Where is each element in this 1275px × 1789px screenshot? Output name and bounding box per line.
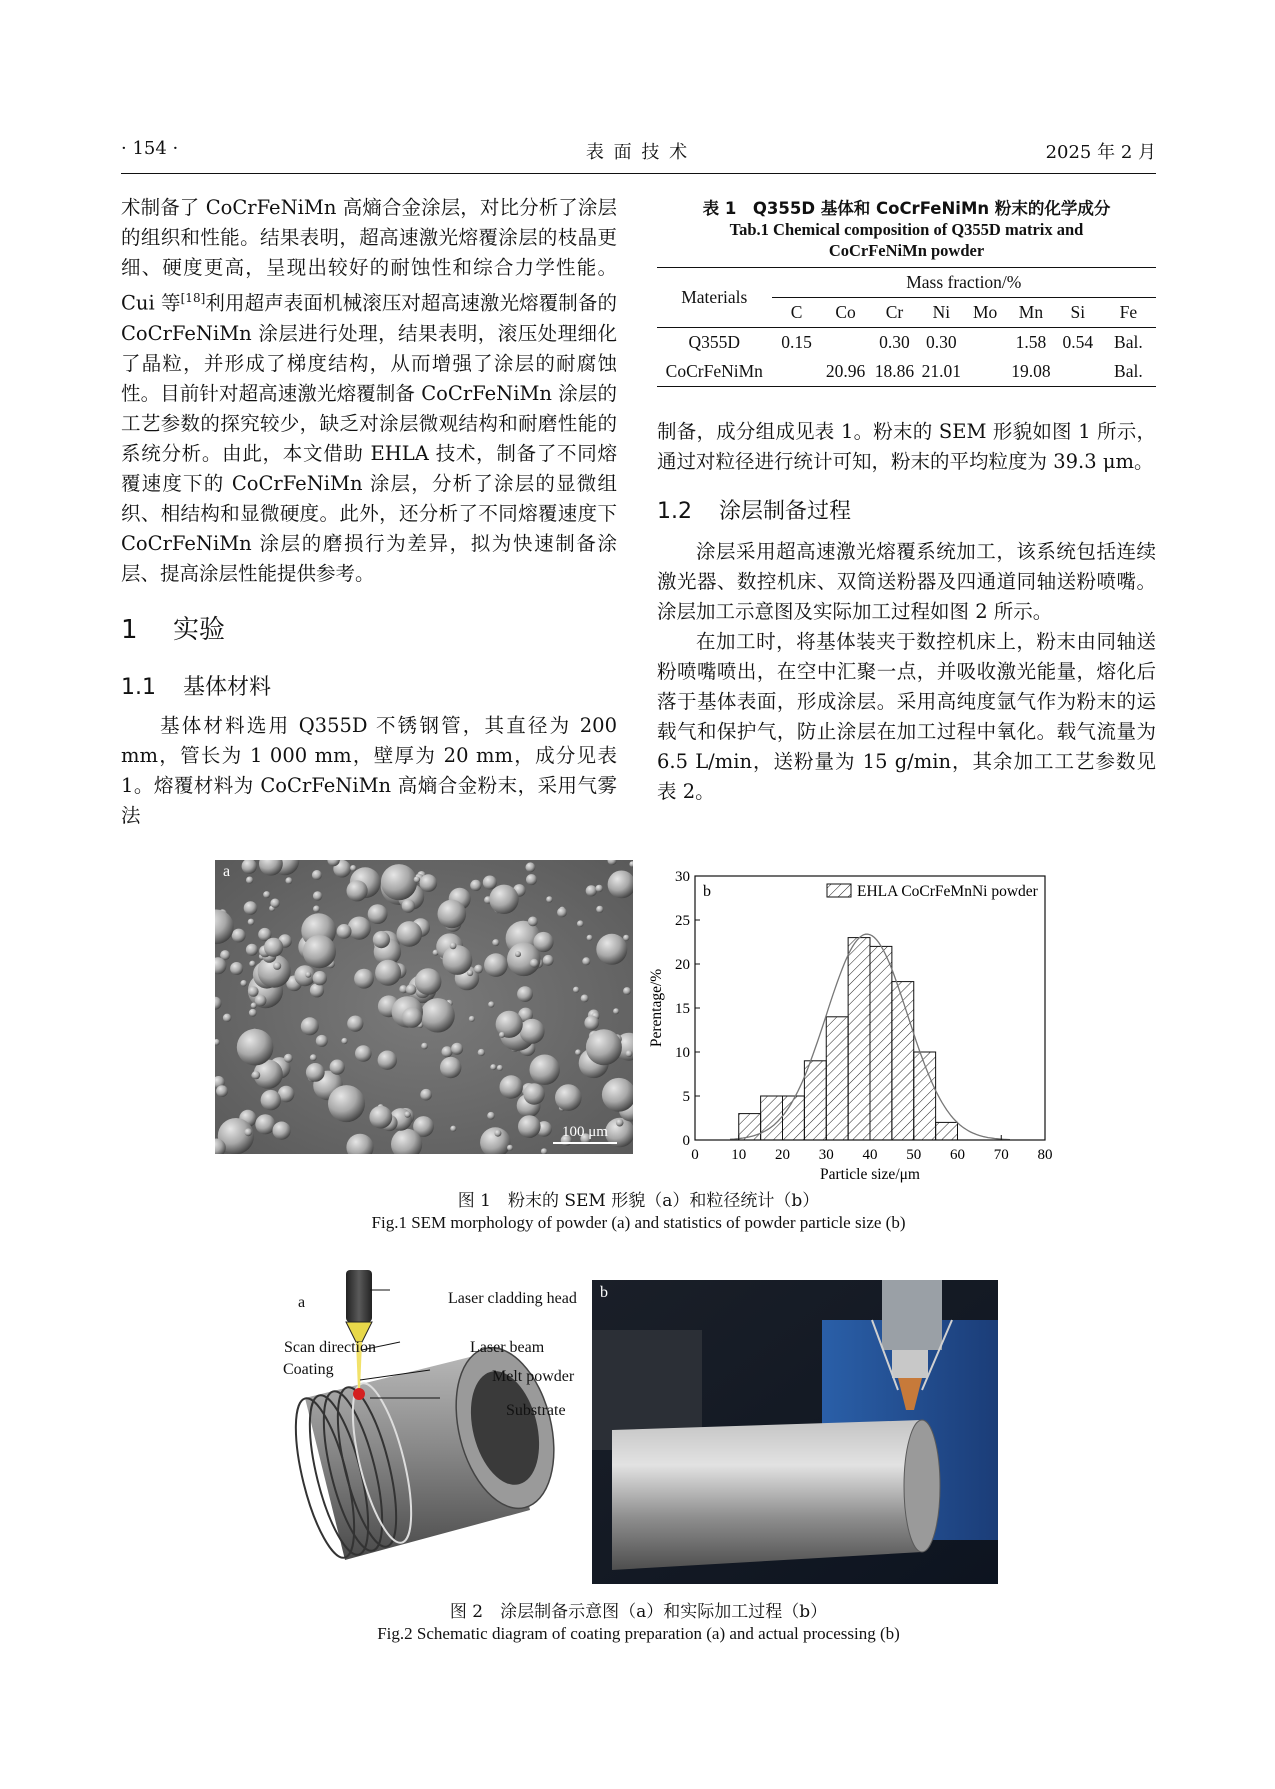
powder-particle	[337, 924, 352, 939]
process-detail-paragraph: 在加工时，将基体装夹于数控机床上，粉末由同轴送粉喷嘴喷出，在空中汇聚一点，并吸收激光能量，熔化后落于基体表面，形成涂层。采用高纯度氩气作为粉末的运载气和保护气，防止涂层在加工过程中氧化。载气流量为 6.5 L/min，送粉量为 15 g/min，其余加工工艺参数见表 2。	[657, 630, 1156, 803]
table-cell: 21.01	[921, 361, 962, 381]
sem-image	[215, 860, 633, 1154]
powder-particle	[451, 1043, 463, 1055]
x-tick-label: 80	[1037, 1147, 1053, 1163]
powder-particle	[263, 891, 270, 898]
right-column	[657, 417, 1156, 807]
processing-photo-render	[592, 1280, 998, 1584]
powder-particle	[474, 965, 483, 974]
y-tick-label: 20	[675, 957, 690, 973]
journal-title: 表 面 技 术	[585, 142, 690, 163]
powder-particle	[438, 900, 467, 929]
x-axis-label: Particle size/μm	[820, 1166, 920, 1183]
cladding-head	[882, 1280, 942, 1350]
element-header: Mn	[1018, 302, 1044, 322]
powder-particle	[497, 1065, 503, 1071]
powder-particle	[616, 1119, 624, 1127]
legend-label: EHLA CoCrFeMnNi powder	[857, 883, 1038, 900]
powder-particle	[255, 1114, 275, 1134]
materials-header: Materials	[681, 287, 748, 307]
powder-particle	[520, 1019, 545, 1044]
scale-bar	[553, 1124, 617, 1144]
powder-particle	[273, 962, 281, 970]
powder-particle	[577, 920, 584, 927]
melt-pool	[353, 1388, 365, 1400]
powder-particle	[523, 1083, 544, 1104]
table-cell: 0.30	[879, 332, 910, 352]
scale-bar-line	[553, 1142, 617, 1144]
process-paragraph: 涂层采用超高速激光熔覆系统加工，该系统包括连续激光器、数控机床、双筒送粉器及四通道同轴送粉喷嘴。涂层加工示意图及实际加工过程如图 2 所示。	[657, 540, 1156, 623]
powder-particle	[402, 899, 415, 912]
element-header: Ni	[932, 302, 951, 322]
particle-size-chart	[645, 862, 1075, 1187]
coating-schematic	[290, 1270, 590, 1575]
powder-particle	[546, 896, 552, 902]
section-heading-1-1: 1.1 基体材料	[121, 674, 272, 700]
powder-particle	[249, 961, 255, 967]
powder-particle	[355, 1045, 372, 1062]
powder-particle	[420, 1089, 432, 1101]
powder-particle	[316, 1035, 328, 1047]
powder-particle	[586, 885, 597, 896]
x-tick-label: 30	[818, 1147, 834, 1163]
label-laser-head: Laser cladding head	[448, 1290, 577, 1307]
powder-particle	[248, 919, 255, 926]
x-tick-label: 70	[993, 1147, 1009, 1163]
y-tick-label: 0	[682, 1133, 690, 1149]
table-cell	[963, 328, 1007, 358]
table-1-block	[657, 198, 1156, 387]
histogram-bar	[892, 982, 914, 1140]
powder-particle	[555, 1084, 582, 1111]
intro-paragraph: 术制备了 CoCrFeNiMn 高熵合金涂层，对比分析了涂层的组织和性能。结果表明，超高速激光熔覆涂层的枝晶更细、硬度更高，呈现出较好的耐蚀性和综合力学性能。Cui 等[18]利用超声表面机械滚压对超高速激光熔覆制备的 CoCrFeNiMn 涂层进行处理，结果表明，滚压处理细化了晶粒，并形成了梯度结构，从而增强了涂层的耐腐蚀性。目前针对超高速激光熔覆制备 CoCrFeNiMn 涂层的工艺参数的探究较少，缺乏对涂层微观结构和耐磨性能的系统分析。由此，本文借助 EHLA 技术，制备了不同熔覆速度下的 CoCrFeNiMn 涂层，分析了涂层的显微组织、相结构和显微硬度。此外，还分析了不同熔覆速度下 CoCrFeNiMn 涂层的磨损行为差异，拟为快速制备涂层、提高涂层性能提供参考。	[121, 196, 617, 585]
x-tick-label: 60	[950, 1147, 965, 1163]
powder-particle	[528, 917, 538, 927]
powder-particle	[270, 899, 279, 908]
left-column	[121, 193, 617, 831]
powder-particle	[375, 960, 401, 986]
powder-particle	[450, 1126, 456, 1132]
powder-particle	[515, 951, 521, 957]
chemical-composition-table	[657, 267, 1156, 387]
powder-particle	[499, 1032, 505, 1038]
x-tick-label: 10	[731, 1147, 747, 1163]
mass-fraction-header: Mass fraction/%	[772, 268, 1156, 298]
x-tick-label: 0	[691, 1147, 699, 1163]
powder-particle	[310, 1054, 317, 1061]
powder-particle	[404, 1111, 410, 1117]
powder-particle	[518, 1115, 541, 1138]
powder-particle	[584, 1016, 599, 1031]
fig2-panel-a-label: a	[298, 1294, 306, 1311]
section-heading-1-2: 1.2 涂层制备过程	[657, 499, 852, 524]
powder-particle	[420, 998, 454, 1032]
steel-pipe	[612, 1420, 922, 1570]
powder-particle	[573, 987, 579, 993]
powder-particle	[284, 1054, 293, 1063]
powder-particle	[368, 904, 388, 924]
powder-particle	[450, 942, 457, 949]
page-number: · 154 ·	[121, 138, 179, 159]
table-cell: 20.96	[825, 361, 866, 381]
powder-particle	[582, 957, 590, 965]
label-coating: Coating	[283, 1361, 334, 1378]
powder-particle	[244, 901, 258, 915]
histogram-bar	[870, 946, 892, 1140]
element-header: Fe	[1119, 302, 1138, 322]
powder-particle	[489, 885, 518, 914]
powder-particle	[305, 972, 311, 978]
powder-particle	[373, 931, 390, 948]
x-tick-label: 50	[906, 1147, 922, 1163]
powder-particle	[420, 874, 438, 892]
powder-particle	[232, 929, 246, 943]
powder-particle	[330, 1060, 345, 1075]
powder-particle	[241, 980, 247, 986]
table-cell	[963, 357, 1007, 387]
table-cell: 18.86	[874, 361, 915, 381]
powder-particle	[381, 864, 417, 900]
powder-particle	[303, 935, 336, 968]
y-tick-label: 30	[675, 869, 690, 885]
scale-bar-label: 100 μm	[562, 1124, 608, 1140]
table-caption-en-2: CoCrFeNiMn powder	[828, 241, 985, 260]
powder-particle	[273, 1122, 291, 1140]
y-tick-label: 15	[675, 1001, 690, 1017]
fig2-caption-en: Fig.2 Schematic diagram of coating preparation (a) and actual processing (b)	[377, 1624, 900, 1643]
table-cell: 1.58	[1015, 332, 1047, 352]
powder-particle	[237, 1029, 274, 1066]
powder-particle	[500, 1075, 523, 1098]
powder-particle	[313, 891, 322, 900]
powder-particle	[483, 876, 497, 890]
substrate-paragraph: 基体材料选用 Q355D 不锈钢管，其直径为 200 mm，管长为 1 000 mm，壁厚为 20 mm，成分见表 1。熔覆材料为 CoCrFeNiMn 高熵合金粉末，采用气雾法	[121, 713, 617, 827]
powder-particle	[530, 1055, 560, 1085]
powder-particle	[467, 970, 473, 976]
powder-particle	[406, 984, 417, 995]
powder-particle	[251, 1003, 257, 1009]
legend-swatch	[827, 884, 851, 897]
powder-particle	[378, 1051, 397, 1070]
fig2-caption-cn: 图 2 涂层制备示意图（a）和实际加工过程（b）	[449, 1602, 828, 1622]
powder-particle	[487, 1112, 495, 1120]
powder-particle	[249, 1009, 257, 1017]
head-housing	[892, 1350, 928, 1378]
label-substrate: Substrate	[506, 1402, 566, 1419]
powder-particle	[248, 986, 259, 997]
label-laser-beam: Laser beam	[470, 1339, 545, 1356]
histogram-bar	[936, 1122, 958, 1140]
powder-particle	[596, 906, 603, 913]
powder-particle	[596, 934, 627, 965]
powder-particle	[313, 906, 320, 913]
powder-particle	[402, 1007, 423, 1028]
x-tick-label: 40	[862, 1147, 878, 1163]
powder-particle	[492, 939, 499, 946]
section-heading-1: 1 实验	[121, 614, 226, 645]
powder-particle	[581, 995, 589, 1003]
pipe-end	[904, 1420, 940, 1552]
powder-particle	[443, 945, 473, 975]
table-cell: Bal.	[1114, 332, 1143, 352]
issue-date: 2025 年 2 月	[1045, 142, 1156, 163]
powder-particle	[526, 874, 537, 885]
fig1-panel-b-label: b	[703, 883, 711, 900]
powder-particle	[623, 987, 631, 995]
table-cell	[1055, 357, 1101, 387]
powder-particle	[469, 1016, 475, 1022]
material-name: CoCrFeNiMn	[665, 361, 763, 381]
powder-particle	[530, 959, 539, 968]
powder-particle	[494, 1130, 501, 1137]
powder-particle	[341, 1038, 347, 1044]
powder-particle	[244, 1128, 252, 1136]
table-caption-en-1: Tab.1 Chemical composition of Q355D matrix and	[729, 220, 1084, 239]
powder-particle	[301, 1017, 319, 1035]
powder-particle	[264, 938, 283, 957]
header-rule	[121, 173, 1156, 174]
powder-particle	[623, 935, 629, 941]
powder-particle	[306, 1063, 325, 1082]
powder-particle	[216, 1085, 228, 1097]
powder-particle	[517, 986, 533, 1002]
label-melt-powder: Melt powder	[492, 1368, 575, 1385]
powder-particle	[286, 877, 293, 884]
element-header: Co	[835, 302, 856, 322]
table-cell: 19.08	[1011, 361, 1051, 381]
powder-particle	[575, 1049, 581, 1055]
powder-particle	[313, 971, 327, 985]
fig1-panel-a-label: a	[223, 863, 231, 880]
element-header: C	[790, 302, 803, 322]
powder-particle	[397, 921, 423, 947]
powder-particle	[414, 876, 420, 882]
powder-particle	[252, 1071, 260, 1079]
element-header: Si	[1070, 302, 1086, 322]
table-cell	[772, 357, 822, 387]
powder-particle	[348, 917, 371, 940]
fig2-panel-b-label: b	[600, 1284, 608, 1301]
fig1-caption-cn: 图 1 粉末的 SEM 形貌（a）和粒径统计（b）	[457, 1191, 820, 1211]
processing-photo	[592, 1280, 998, 1584]
powder-particle	[261, 1090, 281, 1110]
powder-particle	[415, 968, 442, 995]
table-cell: 0.30	[926, 332, 957, 352]
laser-head	[346, 1270, 372, 1322]
powder-paragraph: 制备，成分组成见表 1。粉末的 SEM 形貌如图 1 所示，通过对粒径进行统计可知，粉末的平均粒度为 39.3 μm。	[657, 420, 1156, 473]
y-tick-label: 25	[675, 913, 690, 929]
histogram-bar	[783, 1096, 805, 1140]
powder-particle	[526, 862, 536, 872]
powder-particle	[347, 880, 368, 901]
powder-particle	[557, 908, 567, 918]
powder-particle	[223, 1014, 231, 1022]
powder-particle	[626, 1050, 633, 1057]
powder-particle	[533, 932, 553, 952]
powder-particle	[294, 965, 315, 986]
powder-particle	[613, 1008, 619, 1014]
powder-particle	[440, 1057, 461, 1078]
table-cell: 0.15	[781, 332, 812, 352]
powder-particle	[478, 1049, 485, 1056]
powder-particle	[507, 1145, 513, 1151]
powder-particle	[470, 880, 481, 891]
y-tick-label: 10	[675, 1045, 690, 1061]
y-tick-label: 5	[682, 1089, 690, 1105]
histogram-bar	[804, 1061, 826, 1140]
powder-particle	[587, 935, 593, 941]
citation-ref: [18]	[180, 291, 206, 305]
powder-particle	[354, 969, 374, 989]
powder-particle	[310, 983, 324, 997]
table-caption-cn: 表 1 Q355D 基体和 CoCrFeNiMn 粉末的化学成分	[702, 199, 1111, 218]
sem-particles	[215, 860, 633, 1154]
powder-particle	[312, 870, 322, 880]
powder-particle	[586, 1029, 622, 1065]
label-scan-direction: Scan direction	[284, 1339, 376, 1356]
powder-particle	[484, 953, 508, 977]
fig1-caption-en: Fig.1 SEM morphology of powder (a) and statistics of powder particle size (b)	[371, 1213, 906, 1232]
y-axis-label: Perentage/%	[648, 968, 665, 1048]
powder-particle	[230, 962, 243, 975]
powder-particle	[347, 1016, 363, 1032]
powder-particle	[543, 955, 554, 966]
element-header: Mo	[972, 302, 998, 322]
powder-particle	[350, 865, 356, 871]
table-cell: Bal.	[1114, 361, 1143, 381]
table-cell: 0.54	[1062, 332, 1094, 352]
histogram-bar	[739, 1114, 761, 1140]
powder-particle	[442, 1046, 453, 1057]
table-cell	[822, 328, 870, 358]
material-name: Q355D	[688, 332, 741, 352]
powder-particle	[488, 1001, 494, 1007]
powder-particle	[596, 885, 603, 892]
fig2-caption	[121, 1601, 1156, 1645]
histogram-bar	[826, 1017, 848, 1140]
histogram-bar	[761, 1096, 783, 1140]
powder-particle	[328, 1085, 365, 1122]
table-row	[657, 357, 1156, 387]
fig1-caption	[121, 1190, 1156, 1234]
x-tick-label: 20	[775, 1147, 790, 1163]
powder-particle	[369, 1106, 392, 1129]
element-header: Cr	[885, 302, 904, 322]
table-row	[657, 328, 1156, 358]
histogram-bar	[848, 938, 870, 1140]
powder-particle	[421, 1043, 428, 1050]
powder-particle	[246, 877, 253, 884]
powder-particle	[490, 1064, 496, 1070]
powder-particle	[246, 944, 258, 956]
